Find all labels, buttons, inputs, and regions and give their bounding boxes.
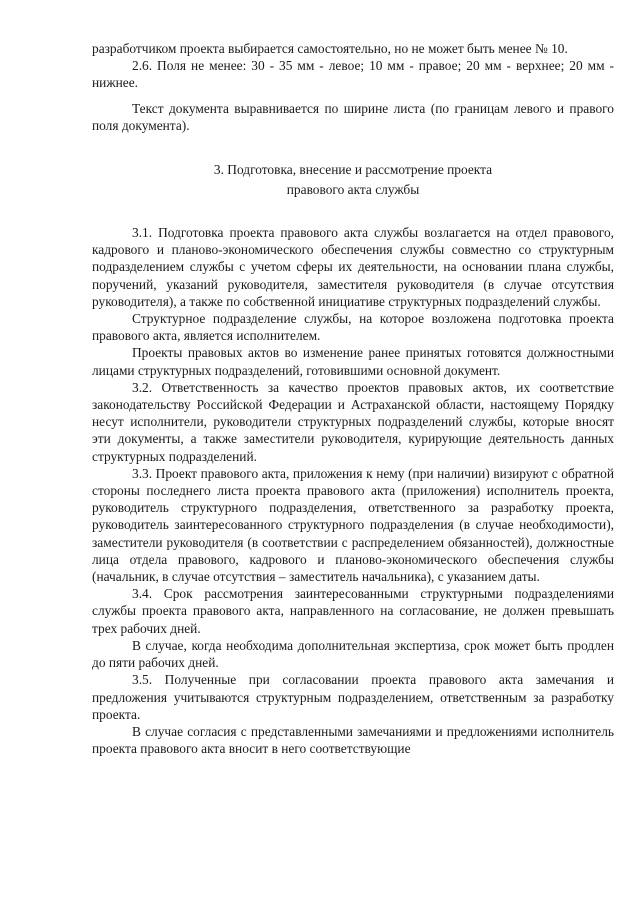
paragraph-3-5: 3.5. Полученные при согласовании проекта правового акта замечания и предложения учитываются структурным подразделением, ответственным за разработку проекта. [92, 672, 614, 722]
section-heading-line-2: правового акта службы [286, 182, 420, 198]
paragraph-3-1: 3.1. Подготовка проекта правового акта службы возлагается на отдел правового, кадрового и планово-экономического обеспечения службы совместно со структурным подразделением службы с учетом сферы их деятельности, на основании плана службы, поручений, указаний руководителя, заместителя руководителя (в случае отсутствия руководителя), а также по собственной инициативе структурных подразделений службы. [92, 225, 614, 309]
paragraph-expertise: В случае, когда необходима дополнительная экспертиза, срок может быть продлен до пяти рабочих дней. [92, 637, 614, 671]
paragraph-amendments: Проекты правовых актов во изменение ранее принятых готовятся должностными лицами структурных подразделений, готовившими основной документ. [92, 345, 614, 378]
paragraph-3-4: 3.4. Срок рассмотрения заинтересованными структурными подразделениями службы проекта правового акта, направленного на согласование, не должен превышать трех рабочих дней. [92, 586, 614, 636]
document-page [92, 40, 614, 757]
paragraph-agreement: В случае согласия с представленными замечаниями и предложениями исполнитель проекта правового акта вносит в него соответствующие [92, 723, 614, 757]
section-heading [92, 160, 614, 200]
paragraph-3-3: 3.3. Проект правового акта, приложения к нему (при наличии) визируют с обратной стороны последнего листа проекта правового акта (приложения) исполнитель проекта, руководитель структурного подразделения, ответственного за разработку проекта, руководитель заинтересованного структурного подразделения (в случае необходимости), заместители руководителя (в соответствии с распределением обязанностей), должностные лица отдела правового, кадрового и планово-экономического обеспечения службы (начальник, в случае отсутствия – заместитель начальника), с указанием даты. [92, 465, 614, 585]
section-heading-line-1: 3. Подготовка, внесение и рассмотрение проекта [213, 162, 493, 178]
paragraph-3-2: 3.2. Ответственность за качество проектов правовых актов, их соответствие законодательству Российской Федерации и Астраханской области, настоящему Порядку несут исполнители, руководители структурных подразделений службы, которые вносят эти документы, а также заместители руководителя, курирующие деятельность данных структурных подразделений. [92, 379, 614, 464]
paragraph-text-alignment: Текст документа выравнивается по ширине листа (по границам левого и правого поля документа). [92, 100, 614, 133]
paragraph-executor: Структурное подразделение службы, на которое возложена подготовка проекта правового акта, является исполнителем. [92, 311, 614, 344]
paragraph-2-6-margins: 2.6. Поля не менее: 30 - 35 мм - левое; 10 мм - правое; 20 мм - верхнее; 20 мм - нижнее. [92, 58, 614, 91]
paragraph-continuation: разработчиком проекта выбирается самостоятельно, но не может быть менее № 10. [92, 41, 568, 56]
